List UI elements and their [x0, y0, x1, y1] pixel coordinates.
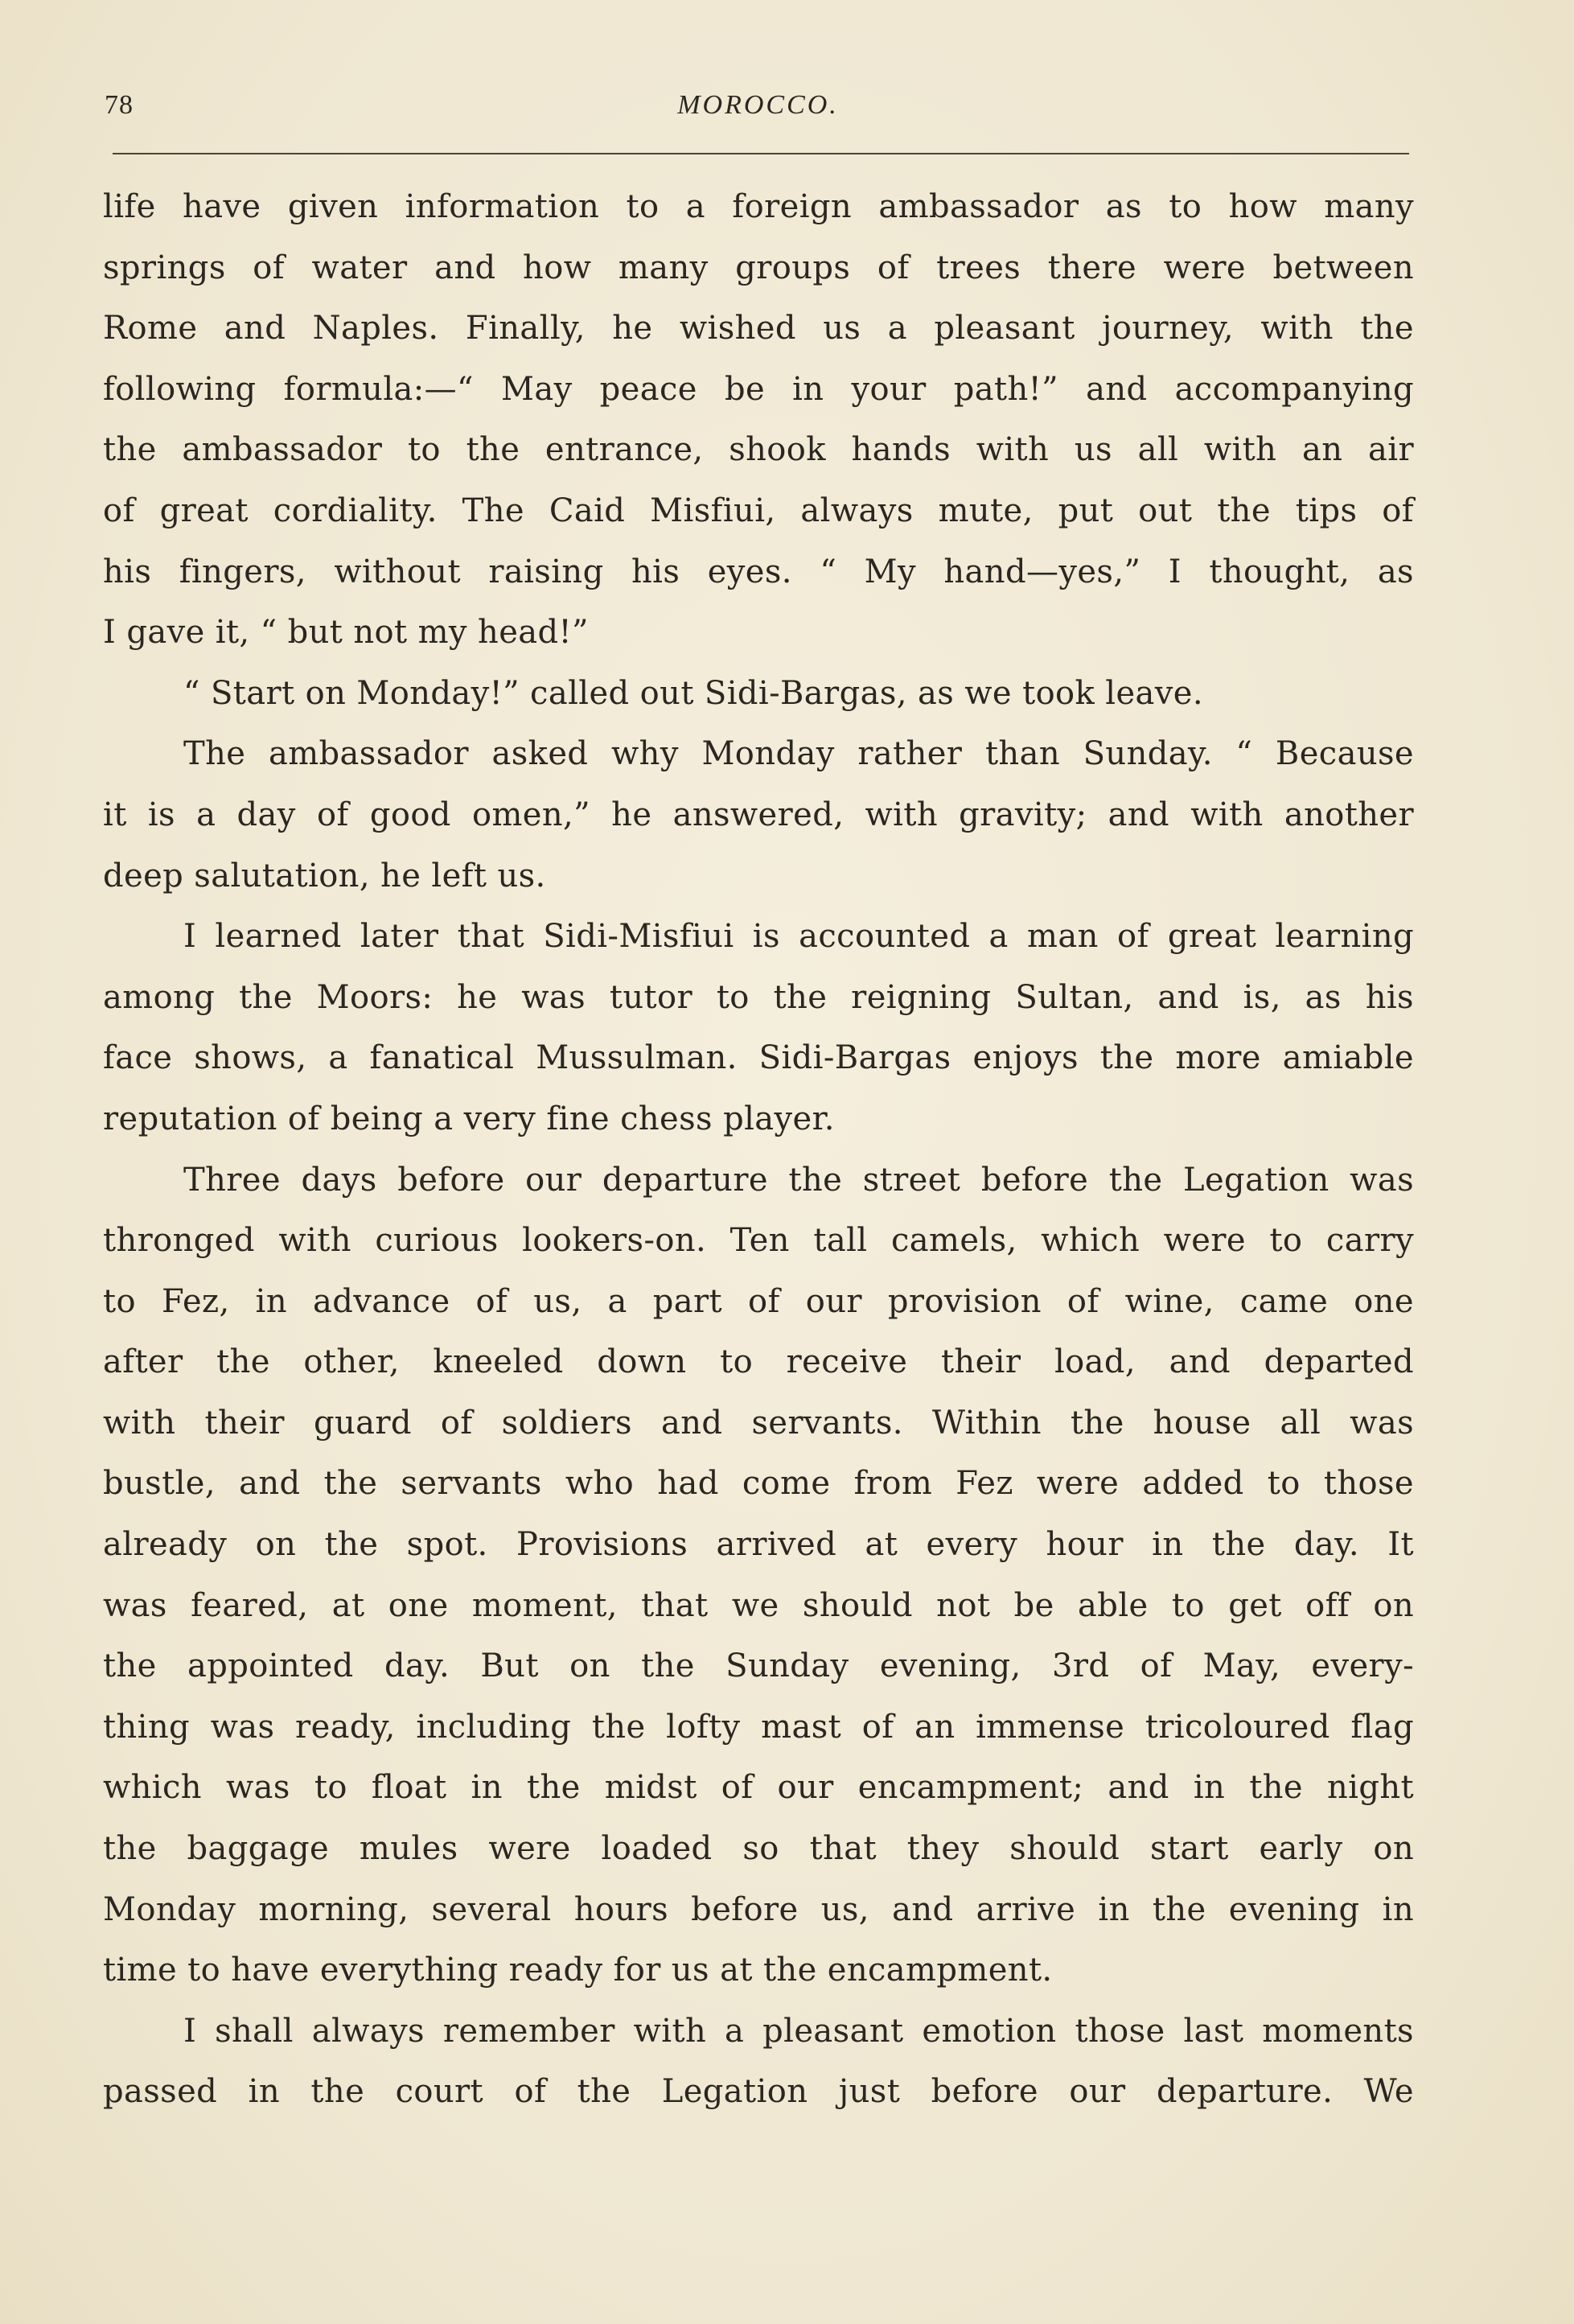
page-number: 78: [105, 90, 134, 120]
text-line: I learned later that Sidi-Misfiui is accounted a man of great learning: [183, 918, 1414, 956]
text-line: time to have everything ready for us at the encampment.: [103, 1952, 1053, 1989]
text-line: with their guard of soldiers and servants. Within the house all was: [103, 1404, 1414, 1442]
header-rule: [113, 153, 1409, 154]
text-line: his fingers, without raising his eyes. “ My hand—yes,” I thought, as: [103, 553, 1414, 590]
text-line: thronged with curious lookers-on. Ten tall camels, which were to carry: [103, 1222, 1414, 1260]
text-line: face shows, a fanatical Mussulman. Sidi-Bargas enjoys the more amiable: [103, 1039, 1414, 1077]
text-line: Three days before our departure the street before the Legation was: [183, 1161, 1414, 1199]
text-line: the ambassador to the entrance, shook hands with us all with an air: [103, 431, 1414, 469]
text-line: Monday morning, several hours before us, and arrive in the evening in: [103, 1890, 1414, 1928]
text-line: of great cordiality. The Caid Misfiui, always mute, put out the tips of: [103, 492, 1414, 529]
body-text: [103, 177, 1414, 2123]
text-line: bustle, and the servants who had come from Fez were added to those: [103, 1465, 1414, 1503]
text-line: to Fez, in advance of us, a part of our provision of wine, came one: [103, 1282, 1414, 1320]
text-line: “ Start on Monday!” called out Sidi-Bargas, as we took leave.: [183, 674, 1203, 712]
text-line: among the Moors: he was tutor to the reigning Sultan, and is, as his: [103, 978, 1414, 1016]
text-line: Rome and Naples. Finally, he wished us a pleasant journey, with the: [103, 310, 1414, 348]
text-line: deep salutation, he left us.: [103, 857, 546, 895]
text-line: already on the spot. Provisions arrived at every hour in the day. It: [103, 1526, 1414, 1564]
text-line: passed in the court of the Legation just before our departure. We: [103, 2073, 1414, 2111]
text-line: after the other, kneeled down to receive their load, and departed: [103, 1343, 1414, 1381]
text-line: reputation of being a very fine chess player.: [103, 1100, 835, 1137]
text-line: springs of water and how many groups of trees there were between: [103, 249, 1414, 286]
text-line: life have given information to a foreign ambassador as to how many: [103, 188, 1414, 225]
text-line: The ambassador asked why Monday rather than Sunday. “ Because: [183, 735, 1414, 773]
text-line: I shall always remember with a pleasant emotion those last moments: [183, 2012, 1414, 2050]
text-line: thing was ready, including the lofty mast of an immense tricoloured flag: [103, 1708, 1414, 1746]
text-line: which was to float in the midst of our encampment; and in the night: [103, 1769, 1414, 1807]
text-line: the baggage mules were loaded so that they should start early on: [103, 1830, 1414, 1868]
text-line: I gave it, “ but not my head!”: [103, 614, 589, 652]
text-line: following formula:—“ May peace be in your path!” and accompanying: [103, 370, 1414, 408]
text-line: the appointed day. But on the Sunday evening, 3rd of May, every-: [103, 1647, 1414, 1685]
running-head: [105, 90, 1412, 132]
text-line: was feared, at one moment, that we should not be able to get off on: [103, 1586, 1414, 1624]
text-line: it is a day of good omen,” he answered, with gravity; and with another: [103, 796, 1414, 833]
running-title: MOROCCO.: [677, 90, 839, 120]
